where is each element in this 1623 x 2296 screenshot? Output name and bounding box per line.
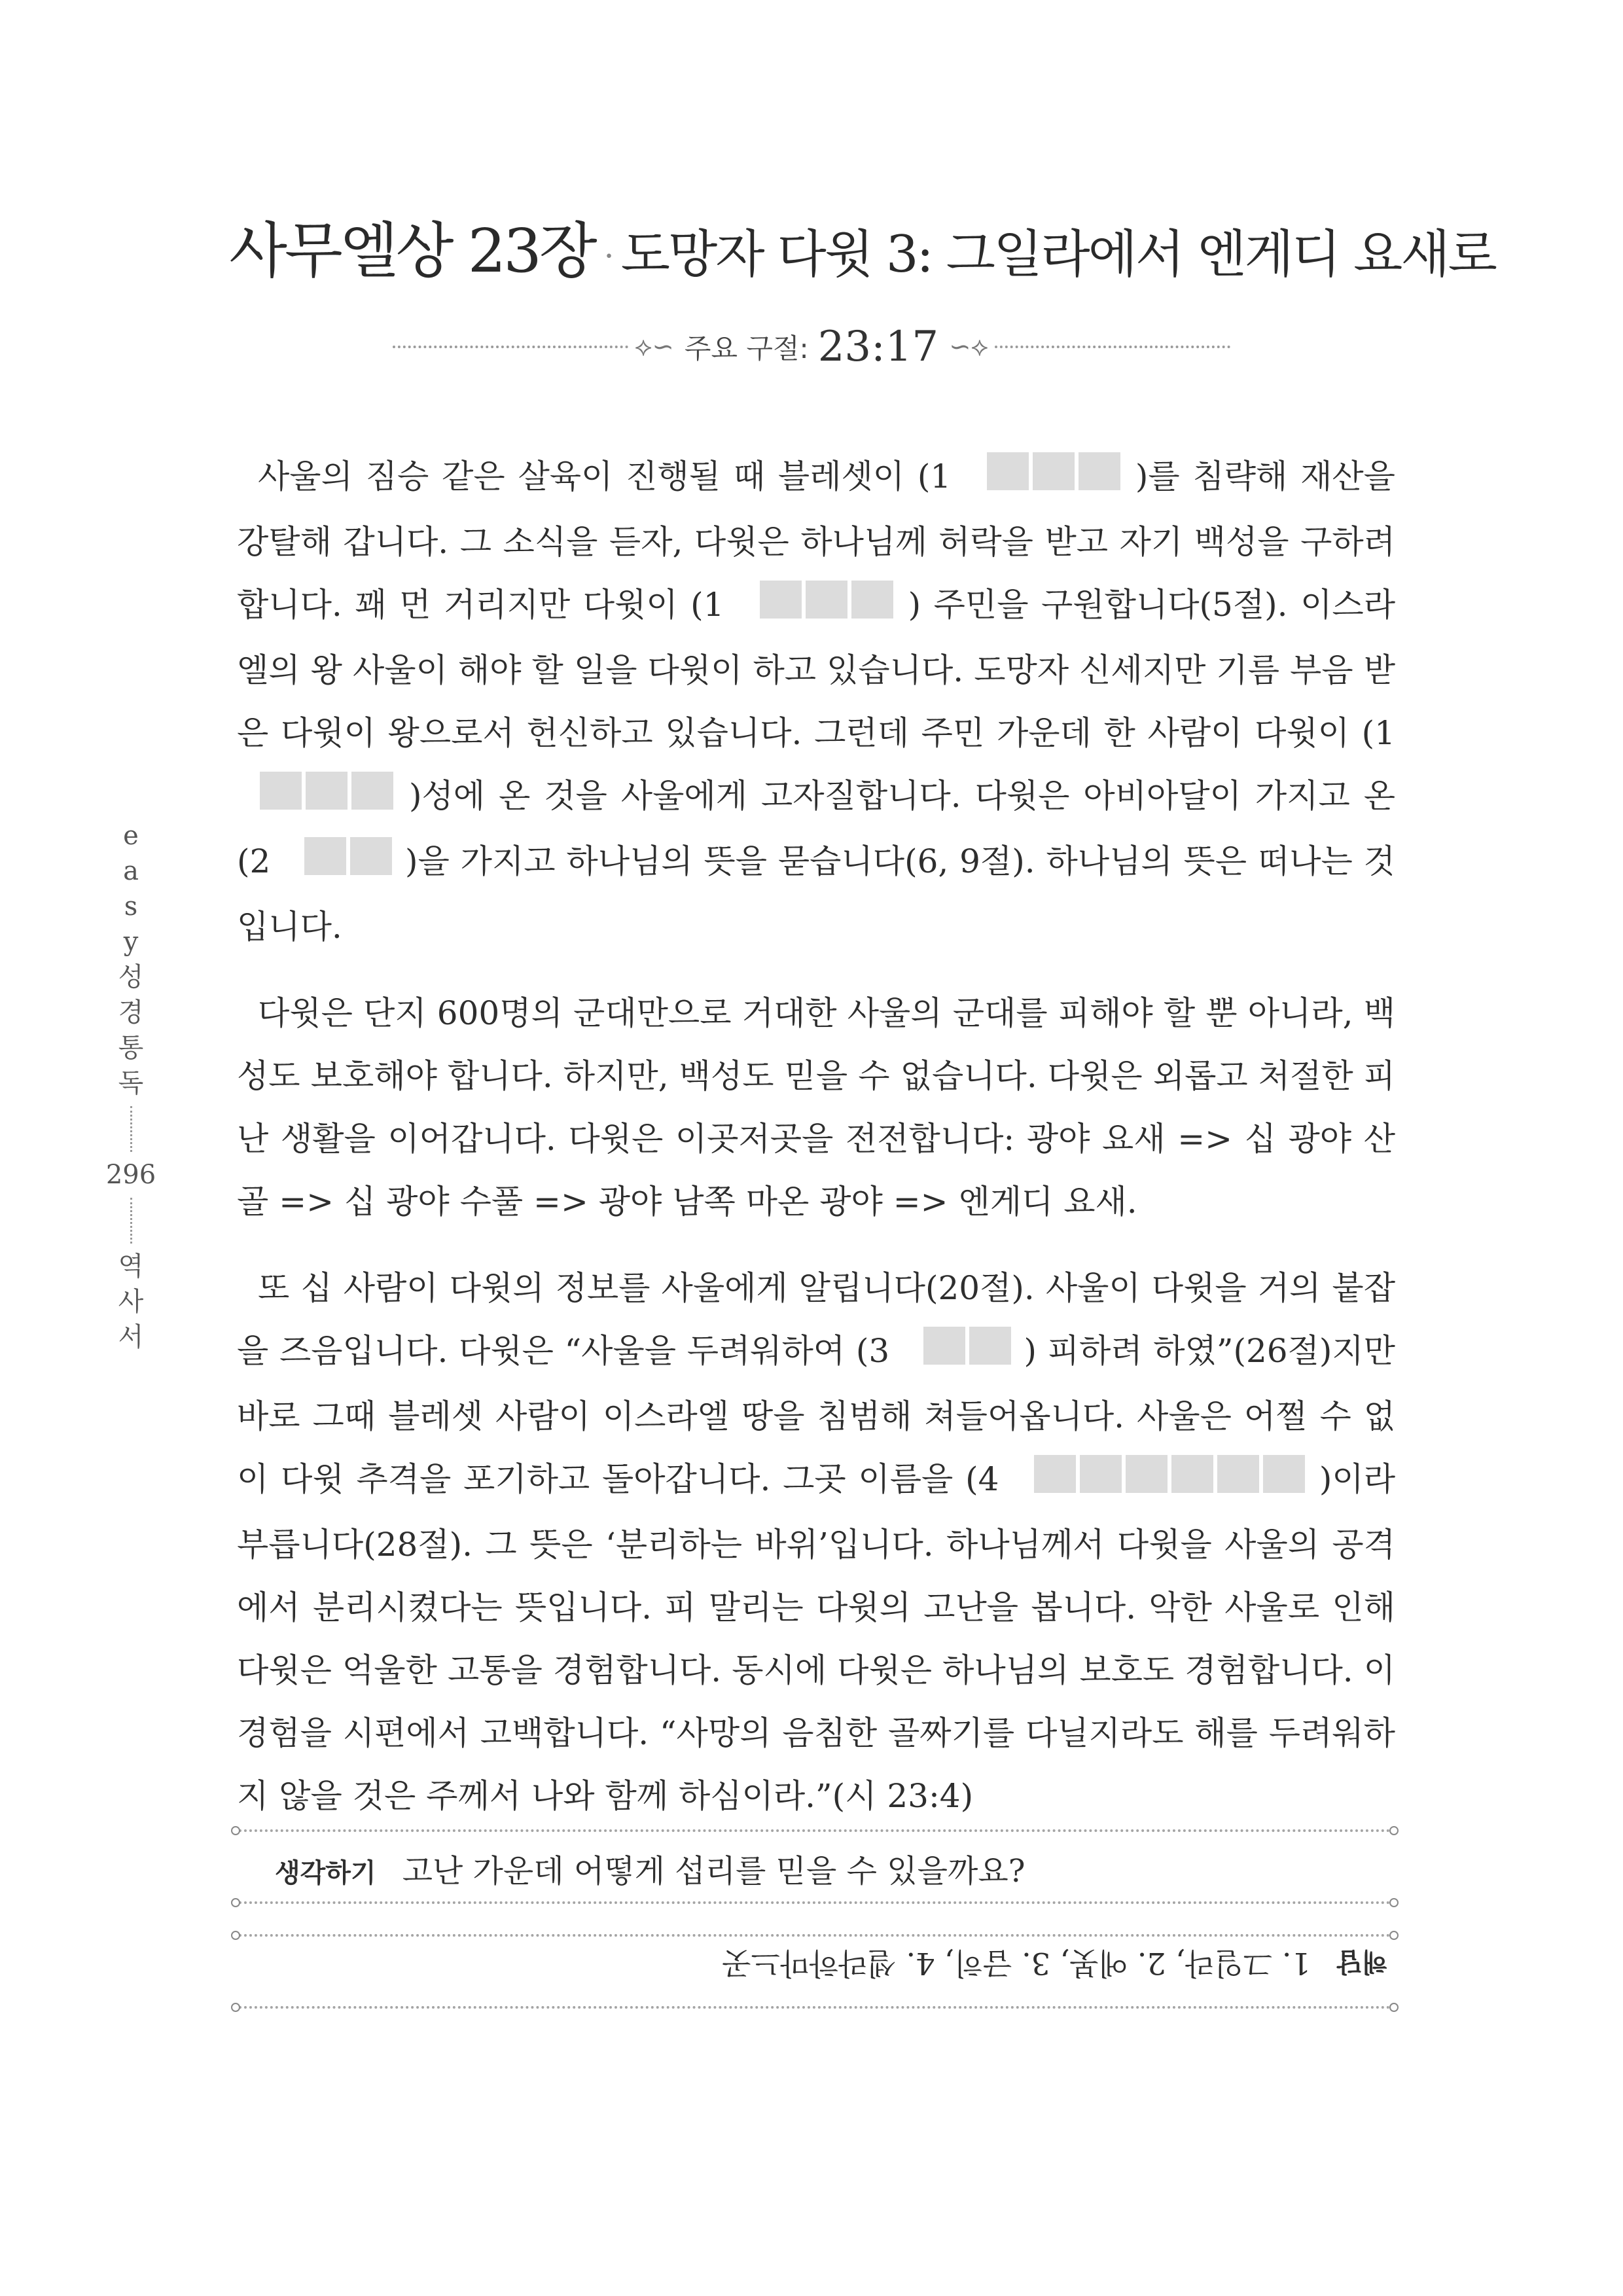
paragraph [237,1257,1395,1827]
series-title: e a s y 성 경 통 독 [118,821,144,1098]
text-run: )이라 부릅니다(28절). 그 뜻은 ‘분리하는 바위’입니다. 하나님께서 다윗을 사울의 공격에서 분리시켰다는 뜻입니다. 피 말리는 다윗의 고난을 봅니다. 악한 사울로 인해 다윗은 억울한 고통을 경험합니다. 동시에 다윗은 하나님의 보호도 경험합니다. 이 경험을 시편에서 고백합니다. “사망의 음침한 골짜기를 다닐지라도 해를 두려워하지 않을 것은 주께서 나와 함께 하심이라.”(시 23:4) [237,1460,1395,1815]
fill-in-blank [737,576,895,639]
section-title: 역 사 서 [118,1251,144,1352]
answer-key-upside-down [654,1944,1387,1987]
dotted-divider-left [393,346,628,348]
ornament-left-icon: ⟡∽ [634,332,674,362]
reflection-label: 생각하기 [275,1858,376,1888]
page-number: 296 [105,1160,156,1190]
reflection-question [275,1846,1025,1891]
reflection-text: 고난 가운데 어떻게 섭리를 믿을 수 있을까요? [402,1853,1026,1890]
ornament-right-icon: ∽⟡ [949,332,989,362]
running-sidebar [98,818,164,1355]
text-run: ) 피하려 하였”(26절)지만 바로 그때 블레셋 사람이 이스라엘 땅을 침범해 쳐들어옵니다. 사울은 어쩔 수 없이 다윗 추격을 포기하고 돌아갑니다. 그곳 이름을 (4 [237,1332,1395,1498]
text-run: ) 주민을 구원합니다(5절). 이스라엘의 왕 사울이 해야 할 일을 다윗이 하고 있습니다. 도망자 신세지만 기름 부음 받은 다윗이 왕으로서 헌신하고 있습니다. 그런데 주민 가운데 한 사람이 다윗이 (1 [237,586,1396,752]
dotted-divider [239,1829,1391,1832]
text-run: )성에 온 것을 사울에게 고자질합니다. 다윗은 아비아달이 가지고 온 (2 [237,777,1395,880]
dotted-divider [239,2006,1391,2009]
chapter-title: 사무엘상 23장 [229,216,595,286]
answer-label: 해답 [1336,1946,1387,1977]
text-run: 사울의 짐승 같은 살육이 진행될 때 블레셋이 (1 [258,457,952,495]
paragraph [237,982,1395,1233]
title-separator: · [603,237,612,276]
page-title [229,203,1496,289]
dotted-divider [239,1934,1391,1937]
text-run: )를 침략해 재산을 강탈해 갑니다. 그 소식을 듣자, 다윗은 하나님께 허락을 받고 자기 백성을 구하려 합니다. 꽤 먼 거리지만 다윗이 (1 [237,457,1395,624]
answer-text: 1. 그일라, 2. 에봇, 3. 급히, 4. 셀라하마느곳 [722,1946,1311,1981]
sidebar-dotted-rule [130,1198,132,1244]
paragraph [237,445,1395,958]
sidebar-dotted-rule [130,1106,132,1152]
fill-in-blank [964,448,1122,511]
text-run: )을 가지고 하나님의 뜻을 묻습니다(6, 9절). 하나님의 뜻은 떠나는 것입니다. [237,842,1395,946]
text-run: 다윗은 단지 600명의 군대만으로 거대한 사울의 군대를 피해야 할 뿐 아니라, 백성도 보호해야 합니다. 하지만, 백성도 믿을 수 없습니다. 다윗은 외롭고 처절한 피난 생활을 이어갑니다. 다윗은 이곳저곳을 전전합니다: 광야 요새 => 십 광야 산골 => 십 광야 수풀 => 광야 남쪽 마온 광야 => 엔게디 요새. [237,994,1395,1221]
fill-in-blank [901,1322,1013,1385]
key-verse-label: 주요 구절: [684,332,809,365]
text-run: 또 십 사람이 다윗의 정보를 사울에게 알립니다(20절). 사울이 다윗을 거의 붙잡을 즈음입니다. 다윗은 “사울을 두려워하여 (3 [237,1269,1395,1370]
fill-in-blank [281,833,394,895]
fill-in-blank [237,767,395,830]
key-verse [393,321,1230,373]
chapter-subtitle: 도망자 다윗 3: 그일라에서 엔게디 요새로 [620,225,1496,284]
body-text [237,445,1395,1851]
fill-in-blank [1011,1450,1307,1513]
dotted-divider [239,1901,1391,1904]
key-verse-reference: 23:17 [817,323,939,371]
dotted-divider-right [995,346,1230,348]
